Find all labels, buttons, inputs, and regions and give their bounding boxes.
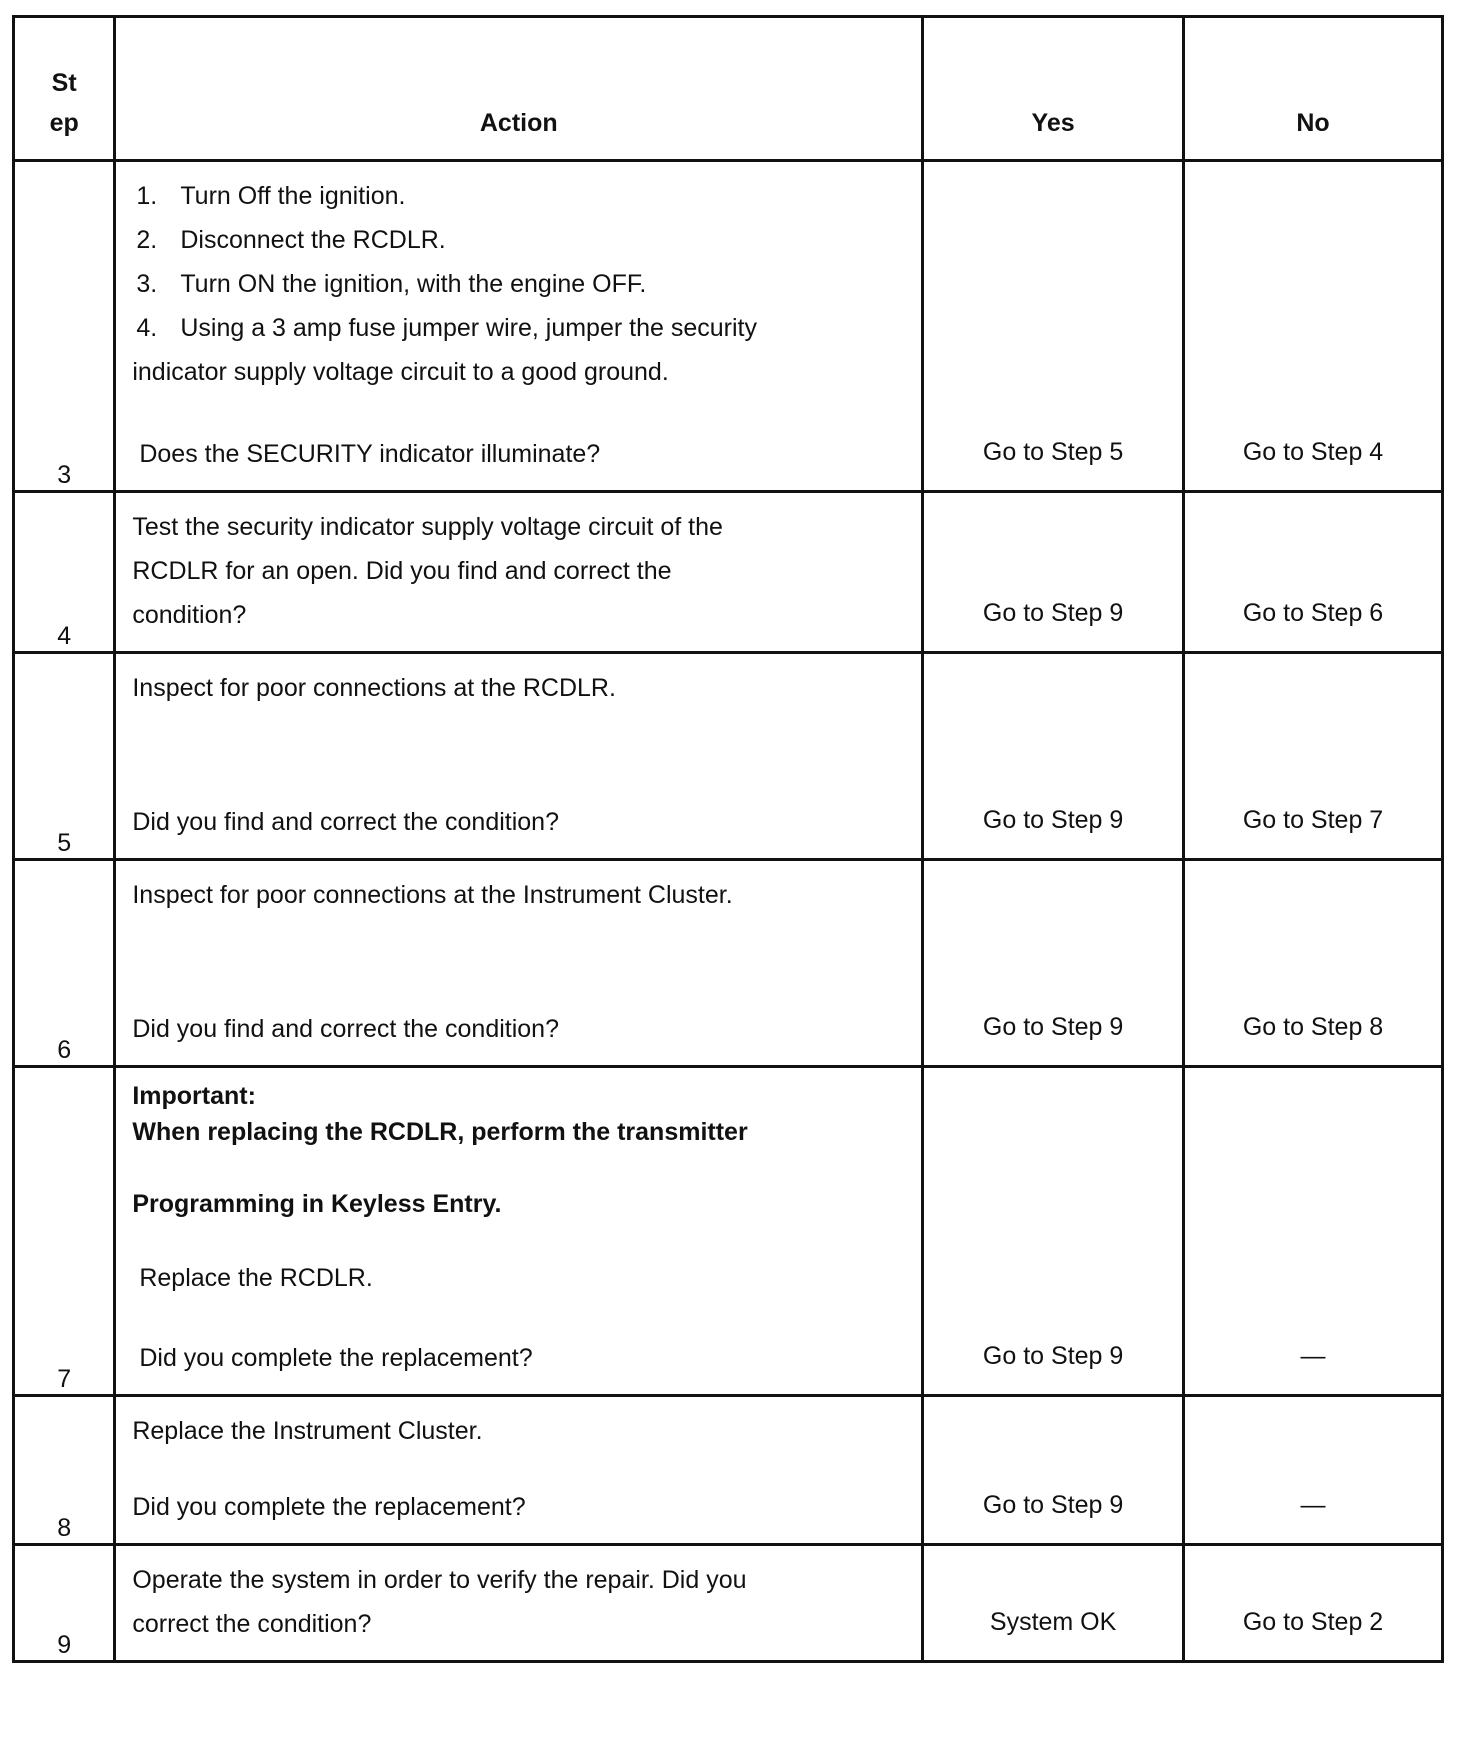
action-cell xyxy=(115,653,923,860)
action-text: Inspect for poor connections at the RCDLR. xyxy=(132,674,616,702)
action-line: condition? xyxy=(132,601,247,629)
table-row xyxy=(14,860,1443,1067)
yes-cell: Go to Step 9 xyxy=(923,1396,1184,1545)
action-cell xyxy=(115,492,923,653)
step-number: 9 xyxy=(14,1545,115,1662)
yes-cell: System OK xyxy=(923,1545,1184,1662)
action-cell xyxy=(115,1545,923,1662)
action-text: Replace the RCDLR. xyxy=(139,1264,373,1292)
step-number: 5 xyxy=(14,653,115,860)
yes-cell: Go to Step 9 xyxy=(923,653,1184,860)
table-row xyxy=(14,1545,1443,1662)
header-step-line2: ep xyxy=(49,109,79,137)
no-cell: Go to Step 6 xyxy=(1184,492,1443,653)
no-cell: — xyxy=(1184,1396,1443,1545)
action-line: correct the condition? xyxy=(132,1610,372,1638)
list-item: 3. Turn ON the ignition, with the engine OFF. xyxy=(136,270,647,298)
action-text: Replace the Instrument Cluster. xyxy=(132,1417,483,1445)
table-row xyxy=(14,653,1443,860)
header-no: No xyxy=(1184,17,1443,161)
step-number: 6 xyxy=(14,860,115,1067)
no-cell: Go to Step 8 xyxy=(1184,860,1443,1067)
yes-cell: Go to Step 9 xyxy=(923,860,1184,1067)
no-cell: Go to Step 2 xyxy=(1184,1545,1443,1662)
important-label: Important: xyxy=(132,1082,256,1110)
header-yes: Yes xyxy=(923,17,1184,161)
table-row xyxy=(14,161,1443,492)
action-question: Did you find and correct the condition? xyxy=(132,1015,559,1043)
header-row xyxy=(14,17,1443,161)
no-cell: — xyxy=(1184,1067,1443,1396)
action-question: Does the SECURITY indicator illuminate? xyxy=(139,440,601,468)
diagnostic-table xyxy=(12,15,1444,1663)
step-number: 7 xyxy=(14,1067,115,1396)
yes-cell: Go to Step 9 xyxy=(923,1067,1184,1396)
table-row xyxy=(14,1396,1443,1545)
action-cell xyxy=(115,860,923,1067)
action-line: RCDLR for an open. Did you find and correct the xyxy=(132,557,672,585)
important-text: Programming in Keyless Entry. xyxy=(132,1190,502,1218)
no-cell: Go to Step 7 xyxy=(1184,653,1443,860)
header-action: Action xyxy=(115,17,923,161)
no-cell: Go to Step 4 xyxy=(1184,161,1443,492)
action-text: Inspect for poor connections at the Instrument Cluster. xyxy=(132,881,733,909)
yes-cell: Go to Step 5 xyxy=(923,161,1184,492)
action-question: Did you find and correct the condition? xyxy=(132,808,559,836)
action-question: Did you complete the replacement? xyxy=(132,1493,526,1521)
list-item-continuation: indicator supply voltage circuit to a good ground. xyxy=(132,358,669,386)
table-row xyxy=(14,492,1443,653)
header-step xyxy=(14,17,115,161)
step-number: 4 xyxy=(14,492,115,653)
header-step-line1: St xyxy=(51,69,77,97)
action-line: Test the security indicator supply voltage circuit of the xyxy=(132,513,723,541)
list-item: 4. Using a 3 amp fuse jumper wire, jumper the security xyxy=(136,314,757,342)
action-line: Operate the system in order to verify the repair. Did you xyxy=(132,1566,747,1594)
yes-cell: Go to Step 9 xyxy=(923,492,1184,653)
list-item: 1. Turn Off the ignition. xyxy=(136,182,406,210)
list-item: 2. Disconnect the RCDLR. xyxy=(136,226,446,254)
action-cell xyxy=(115,1067,923,1396)
step-number: 3 xyxy=(14,161,115,492)
important-text: When replacing the RCDLR, perform the transmitter xyxy=(132,1118,748,1146)
action-cell xyxy=(115,161,923,492)
action-cell xyxy=(115,1396,923,1545)
table-row xyxy=(14,1067,1443,1396)
step-number: 8 xyxy=(14,1396,115,1545)
action-question: Did you complete the replacement? xyxy=(139,1344,533,1372)
